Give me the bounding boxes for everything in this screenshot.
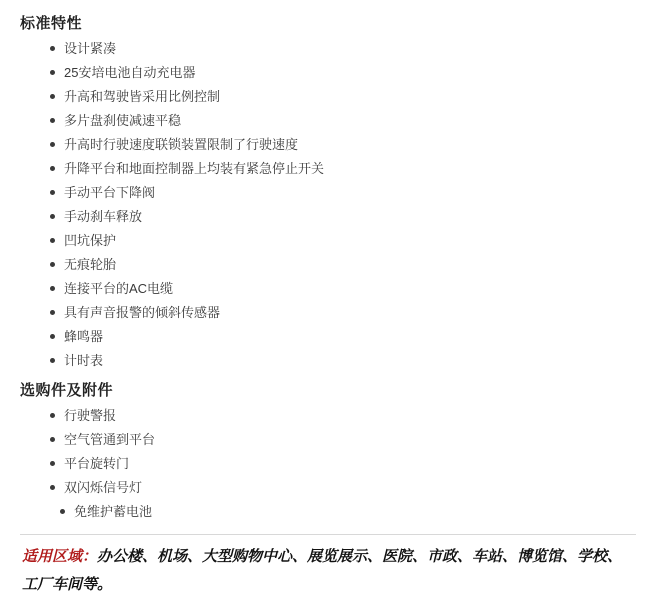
list-item-label: 蜂鸣器	[64, 329, 104, 344]
bullet-icon	[50, 310, 55, 315]
list-item	[10, 325, 646, 349]
section-title-options-accessories: 选购件及附件	[20, 382, 114, 399]
list-item	[10, 61, 646, 85]
list-item	[10, 133, 646, 157]
standard-features-list	[10, 37, 646, 373]
applicable-area-block	[22, 543, 634, 599]
list-item	[10, 181, 646, 205]
list-item	[10, 85, 646, 109]
bullet-icon	[50, 70, 55, 75]
bullet-icon	[50, 166, 55, 171]
list-item-label: 免维护蓄电池	[74, 504, 153, 519]
list-item	[10, 157, 646, 181]
bullet-icon	[50, 238, 55, 243]
list-item-label: 手动刹车释放	[64, 209, 143, 224]
list-item-label: 手动平台下降阀	[64, 185, 156, 200]
bullet-icon	[50, 94, 55, 99]
list-item-label: 25安培电池自动充电器	[64, 65, 196, 80]
bullet-icon	[50, 142, 55, 147]
bullet-icon	[50, 461, 55, 466]
list-item-label: 多片盘刹使减速平稳	[64, 113, 182, 128]
bullet-icon	[50, 413, 55, 418]
applicable-area-label: 适用区域：	[22, 549, 98, 565]
list-item	[10, 476, 646, 500]
list-item-label: 计时表	[64, 353, 104, 368]
options-accessories-list	[10, 404, 646, 524]
list-item	[10, 301, 646, 325]
list-item	[10, 109, 646, 133]
section-title-standard-features: 标准特性	[20, 15, 83, 32]
list-item-label: 平台旋转门	[64, 456, 130, 471]
list-item-label: 具有声音报警的倾斜传感器	[64, 305, 221, 320]
bullet-icon	[50, 334, 55, 339]
list-item-label: 双闪烁信号灯	[64, 480, 143, 495]
list-item-label: 升降平台和地面控制器上均装有紧急停止开关	[64, 161, 325, 176]
list-item-label: 凹坑保护	[64, 233, 117, 248]
list-item-label: 升高和驾驶皆采用比例控制	[64, 89, 221, 104]
applicable-area-text: 办公楼、机场、大型购物中心、展览展示、医院、市政、车站、博览馆、学校、工厂车间等。	[22, 549, 623, 593]
bullet-icon	[60, 509, 65, 514]
list-item	[10, 349, 646, 373]
list-item	[10, 253, 646, 277]
list-item	[10, 229, 646, 253]
bullet-icon	[50, 437, 55, 442]
bullet-icon	[50, 190, 55, 195]
bullet-icon	[50, 262, 55, 267]
bullet-icon	[50, 118, 55, 123]
list-item-label: 空气管通到平台	[64, 432, 156, 447]
bullet-icon	[50, 214, 55, 219]
list-item-label: 设计紧凑	[64, 41, 117, 56]
list-item	[10, 37, 646, 61]
list-item	[10, 500, 646, 524]
bullet-icon	[50, 286, 55, 291]
list-item-label: 连接平台的AC电缆	[64, 281, 174, 296]
list-item-label: 升高时行驶速度联锁装置限制了行驶速度	[64, 137, 299, 152]
list-item-label: 无痕轮胎	[64, 257, 117, 272]
list-item	[10, 277, 646, 301]
list-item	[10, 428, 646, 452]
list-item	[10, 404, 646, 428]
bullet-icon	[50, 485, 55, 490]
list-item	[10, 205, 646, 229]
list-item-label: 行驶警报	[64, 408, 117, 423]
section-divider	[20, 534, 636, 535]
bullet-icon	[50, 358, 55, 363]
bullet-icon	[50, 46, 55, 51]
list-item	[10, 452, 646, 476]
